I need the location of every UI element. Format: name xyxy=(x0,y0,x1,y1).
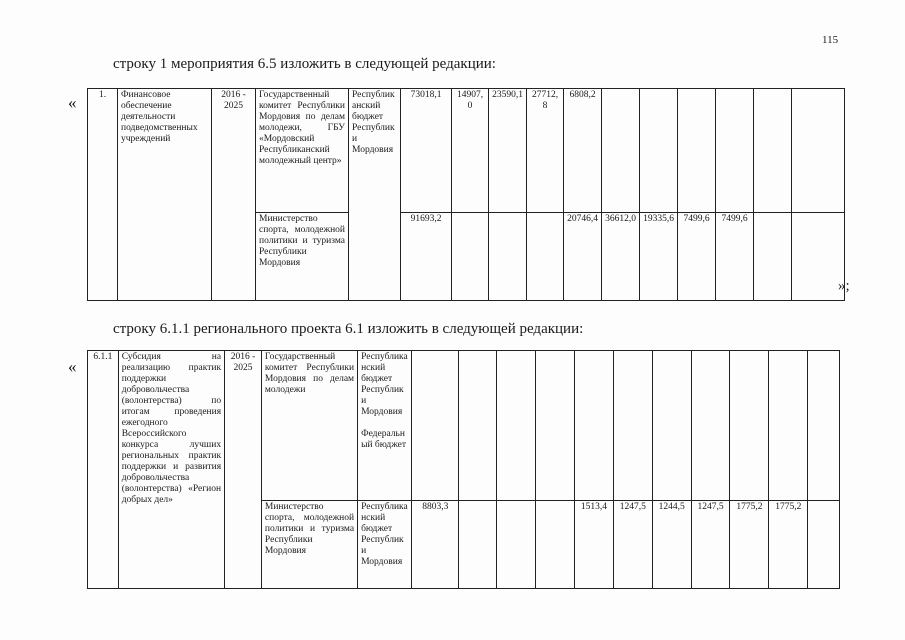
s2-value-cell xyxy=(808,351,840,501)
section2-open-quote: « xyxy=(68,357,77,376)
s2-value-cell: 1244,5 xyxy=(652,501,691,589)
s2-value-cell xyxy=(536,501,575,589)
s2-executor-1: Государственный комитет Республики Мордовия по делам молодежи xyxy=(261,351,357,501)
s1-value-cell: 73018,1 xyxy=(401,89,452,213)
section2-heading: строку 6.1.1 регионального проекта 6.1 изложить в следующей редакции: xyxy=(113,321,584,337)
s1-value-cell: 7499,6 xyxy=(678,213,716,301)
s2-executor-2: Министерство спорта, молодежной политики и туризма Республики Мордовия xyxy=(261,501,357,589)
s2-value-cell: 1247,5 xyxy=(691,501,730,589)
s2-value-cell xyxy=(459,351,497,501)
s1-value-cell xyxy=(754,89,792,213)
s2-value-cell xyxy=(536,351,575,501)
s2-value-cell: 1775,2 xyxy=(769,501,808,589)
s1-value-cell xyxy=(754,213,792,301)
s1-value-cell xyxy=(452,213,489,301)
s2-value-cell xyxy=(459,501,497,589)
s1-value-cell xyxy=(527,213,564,301)
s2-value-cell xyxy=(769,351,808,501)
s2-funding-source-2: Республиканский бюджет Республики Мордовия xyxy=(358,501,412,589)
s1-value-cell: 91693,2 xyxy=(401,213,452,301)
s1-value-cell xyxy=(716,89,754,213)
s1-executor-1: Государственный комитет Республики Мордовия по делам молодежи, ГБУ «Мордовский Республиканский молодежный центр» xyxy=(256,89,349,213)
s2-source-regional: Республиканский бюджет Республики Мордовия xyxy=(361,352,408,417)
s2-value-cell: 1775,2 xyxy=(730,501,769,589)
s2-value-cell: 1247,5 xyxy=(613,501,652,589)
s2-value-cell: 1513,4 xyxy=(574,501,613,589)
s2-row-number: 6.1.1 xyxy=(88,351,119,589)
s1-value-cell: 6808,2 xyxy=(564,89,602,213)
s1-value-cell: 36612,0 xyxy=(602,213,640,301)
s1-value-cell xyxy=(678,89,716,213)
s1-row-number: 1. xyxy=(88,89,118,301)
s2-value-cell xyxy=(497,351,536,501)
s1-value-cell: 27712,8 xyxy=(527,89,564,213)
s2-value-cell xyxy=(691,351,730,501)
s2-value-cell xyxy=(652,351,691,501)
s2-row-name: Субсидия на реализацию практик поддержки добровольчества (волонтерства) по итогам проведения ежегодного Всероссийского конкурса лучших региональных практик поддержки и развития добровольчества (волонтерства) «Регион добрых дел» xyxy=(118,351,224,589)
section1-table xyxy=(87,88,845,301)
section1-open-quote: « xyxy=(68,93,77,112)
section1-close-quote: »; xyxy=(838,278,850,294)
s1-value-cell xyxy=(792,213,845,301)
s1-funding-source: Республиканский бюджет Республики Мордовия xyxy=(349,89,401,301)
s2-value-cell xyxy=(574,351,613,501)
s2-value-cell xyxy=(412,351,459,501)
s1-value-cell xyxy=(792,89,845,213)
s1-row-period: 2016 - 2025 xyxy=(212,89,256,301)
s1-value-cell: 19335,6 xyxy=(640,213,678,301)
s1-value-cell xyxy=(489,213,527,301)
s2-value-cell xyxy=(730,351,769,501)
s1-value-cell: 7499,6 xyxy=(716,213,754,301)
s1-value-cell: 20746,4 xyxy=(564,213,602,301)
s1-value-cell xyxy=(602,89,640,213)
s2-value-cell: 8803,3 xyxy=(412,501,459,589)
s1-executor-2: Министерство спорта, молодежной политики и туризма Республики Мордовия xyxy=(256,213,349,301)
s2-value-cell xyxy=(808,501,840,589)
s2-source-federal: Федеральный бюджет xyxy=(361,429,407,450)
section2-table xyxy=(87,350,840,589)
s2-funding-source-1 xyxy=(358,351,412,501)
section1-heading: строку 1 мероприятия 6.5 изложить в следующей редакции: xyxy=(113,56,496,72)
s1-value-cell xyxy=(640,89,678,213)
page-number: 115 xyxy=(822,34,839,46)
s1-value-cell: 14907,0 xyxy=(452,89,489,213)
s2-row-period: 2016 - 2025 xyxy=(225,351,262,589)
s1-row-name: Финансовое обеспечение деятельности подведомственных учреждений xyxy=(118,89,212,301)
s2-value-cell xyxy=(613,351,652,501)
s2-value-cell xyxy=(497,501,536,589)
s1-value-cell: 23590,1 xyxy=(489,89,527,213)
